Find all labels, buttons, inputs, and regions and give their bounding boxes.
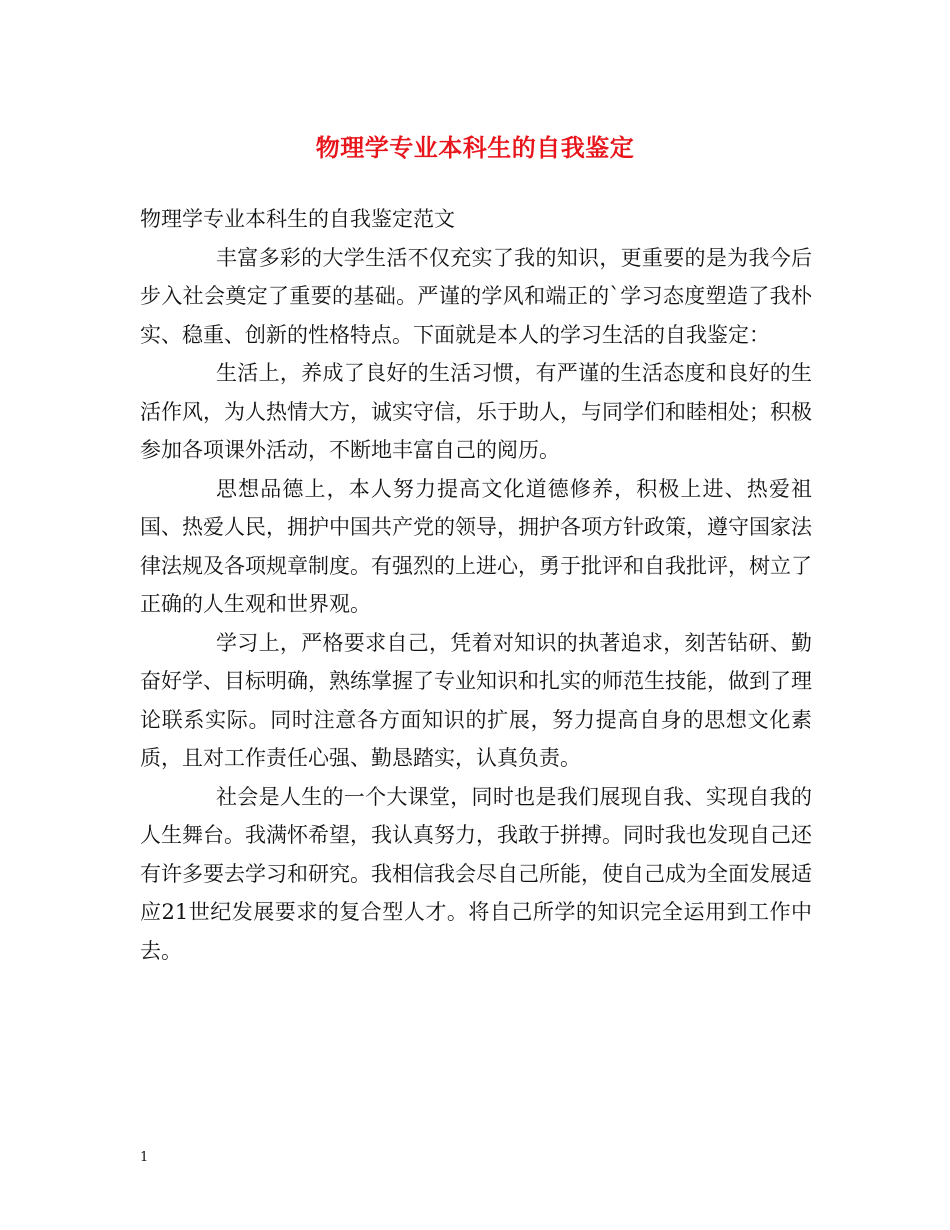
document-title: 物理学专业本科生的自我鉴定 (315, 133, 635, 162)
paragraph-society: 社会是人生的一个大课堂，同时也是我们展现自我、实现自我的人生舞台。我满怀希望，我认真努力，我敢于拼搏。同时我也发现自己还有许多要去学习和研究。我相信我会尽自己所能，使自己成为全面发展适应21世纪发展要求的复合型人才。将自己所学的知识完全运用到工作中去。 (140, 784, 812, 963)
document-body (140, 200, 812, 970)
paragraph-study: 学习上，严格要求自己，凭着对知识的执著追求，刻苦钻研、勤奋好学、目标明确，熟练掌握了专业知识和扎实的师范生技能，做到了理论联系实际。同时注意各方面知识的扩展，努力提高自身的思想文化素质，且对工作责任心强、勤恳踏实，认真负责。 (140, 630, 812, 770)
document-subtitle: 物理学专业本科生的自我鉴定范文 (140, 207, 455, 231)
paragraph-life: 生活上，养成了良好的生活习惯，有严谨的生活态度和良好的生活作风，为人热情大方，诚实守信，乐于助人，与同学们和睦相处；积极参加各项课外活动，不断地丰富自己的阅历。 (140, 361, 812, 462)
paragraph-intro: 丰富多彩的大学生活不仅充实了我的知识，更重要的是为我今后步入社会奠定了重要的基础。严谨的学风和端正的`学习态度塑造了我朴实、稳重、创新的性格特点。下面就是本人的学习生活的自我鉴定： (140, 245, 812, 347)
paragraph-morality: 思想品德上，本人努力提高文化道德修养，积极上进、热爱祖国、热爱人民，拥护中国共产党的领导，拥护各项方针政策，遵守国家法律法规及各项规章制度。有强烈的上进心，勇于批评和自我批评，树立了正确的人生观和世界观。 (140, 476, 812, 616)
page-number: 1 (140, 1150, 149, 1165)
